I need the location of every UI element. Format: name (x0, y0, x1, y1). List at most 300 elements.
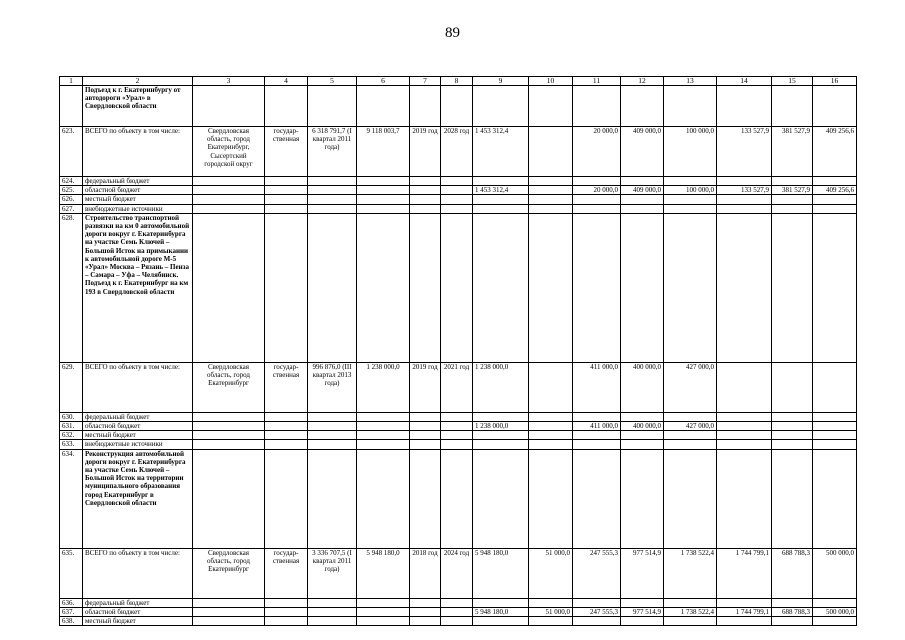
amount-cell-c15 (772, 617, 813, 626)
empty-cell (265, 422, 308, 431)
total-amount-cell (473, 440, 529, 449)
amount-cell-c10 (529, 204, 573, 213)
empty-cell (529, 213, 573, 362)
empty-cell (357, 186, 410, 195)
amount-cell-c12 (621, 177, 664, 186)
empty-cell (441, 431, 473, 440)
amount-cell-c12 (621, 617, 664, 626)
empty-cell (193, 440, 265, 449)
empty-cell (193, 607, 265, 616)
column-header-7: 7 (410, 77, 441, 86)
row-number: 637. (60, 607, 83, 616)
cost-cell: 9 118 003,7 (357, 127, 410, 177)
empty-cell (664, 449, 717, 548)
end-year-cell: 2021 год (441, 362, 473, 412)
empty-cell (308, 195, 357, 204)
amount-cell-c14 (717, 195, 772, 204)
amount-cell-c10 (529, 431, 573, 440)
empty-cell (621, 213, 664, 362)
object-total-row (60, 127, 857, 177)
end-year-cell: 2024 год (441, 548, 473, 598)
total-amount-cell: 1 238 000,0 (473, 362, 529, 412)
amount-cell-c12: 977 514,9 (621, 607, 664, 616)
empty-cell (441, 213, 473, 362)
empty-cell (441, 422, 473, 431)
column-header-row (60, 77, 857, 86)
funding-row (60, 204, 857, 213)
amount-cell-c16: 409 256,6 (813, 186, 857, 195)
amount-cell-c10 (529, 598, 573, 607)
amount-cell-c16: 500 000,0 (813, 548, 857, 598)
empty-cell (410, 431, 441, 440)
empty-cell (410, 177, 441, 186)
end-year-cell: 2028 год (441, 127, 473, 177)
empty-cell (529, 449, 573, 548)
empty-cell (193, 195, 265, 204)
amount-cell-c13: 427 000,0 (664, 422, 717, 431)
page-number: 89 (445, 25, 460, 41)
empty-cell (573, 86, 621, 127)
empty-cell (308, 449, 357, 548)
empty-cell (193, 617, 265, 626)
row-number: 638. (60, 617, 83, 626)
empty-cell (410, 422, 441, 431)
empty-cell (410, 195, 441, 204)
amount-cell-c16 (813, 431, 857, 440)
empty-cell (308, 440, 357, 449)
empty-cell (573, 213, 621, 362)
start-year-cell: 2019 год (410, 362, 441, 412)
empty-cell (357, 177, 410, 186)
amount-cell-c16: 500 000,0 (813, 607, 857, 616)
row-number (60, 86, 83, 127)
empty-cell (357, 431, 410, 440)
amount-cell-c15 (772, 412, 813, 421)
funding-source: местный бюджет (83, 431, 193, 440)
row-number: 633. (60, 440, 83, 449)
empty-cell (410, 86, 441, 127)
amount-cell-c11 (573, 617, 621, 626)
empty-cell (265, 431, 308, 440)
empty-cell (772, 86, 813, 127)
empty-cell (265, 195, 308, 204)
empty-cell (308, 607, 357, 616)
amount-cell-c13 (664, 204, 717, 213)
empty-cell (410, 204, 441, 213)
empty-cell (193, 412, 265, 421)
empty-cell (265, 213, 308, 362)
amount-cell-c11: 20 000,0 (573, 186, 621, 195)
total-amount-cell (473, 431, 529, 440)
empty-cell (308, 422, 357, 431)
empty-cell (813, 213, 857, 362)
empty-cell (410, 449, 441, 548)
amount-cell-c13 (664, 195, 717, 204)
amount-cell-c14 (717, 422, 772, 431)
empty-cell (193, 431, 265, 440)
object-title: Реконструкция автомобильной дороги вокруг г. Екатеринбурга на участке Семь Ключей – Большой Исток на территории муниципального образования город Екатеринбург в Свердловской области (83, 449, 193, 548)
amount-cell-c15 (772, 195, 813, 204)
amount-cell-c11: 411 000,0 (573, 422, 621, 431)
column-header-8: 8 (441, 77, 473, 86)
funding-row (60, 617, 857, 626)
empty-cell (265, 204, 308, 213)
capacity-cell: 6 318 791,7 (I квартал 2011 года) (308, 127, 357, 177)
amount-cell-c11 (573, 440, 621, 449)
row-number: 627. (60, 204, 83, 213)
amount-cell-c12: 409 000,0 (621, 186, 664, 195)
empty-cell (441, 412, 473, 421)
empty-cell (813, 86, 857, 127)
start-year-cell: 2018 год (410, 548, 441, 598)
empty-cell (265, 598, 308, 607)
empty-cell (265, 607, 308, 616)
amount-cell-c14: 133 527,9 (717, 186, 772, 195)
total-amount-cell: 5 948 180,0 (473, 548, 529, 598)
empty-cell (441, 440, 473, 449)
empty-cell (621, 86, 664, 127)
empty-cell (441, 598, 473, 607)
empty-cell (357, 204, 410, 213)
amount-cell-c13: 100 000,0 (664, 127, 717, 177)
object-title: Подъезд к г. Екатеринбургу от автодороги «Урал» в Свердловской области (83, 86, 193, 127)
row-number: 629. (60, 362, 83, 412)
amount-cell-c13: 100 000,0 (664, 186, 717, 195)
location-cell: Свердловская область, город Екатеринбург, Сысертский городской округ (193, 127, 265, 177)
amount-cell-c13: 427 000,0 (664, 362, 717, 412)
amount-cell-c11: 247 555,3 (573, 607, 621, 616)
budget-table (59, 76, 857, 626)
amount-cell-c12 (621, 204, 664, 213)
empty-cell (193, 449, 265, 548)
object-title-row (60, 213, 857, 362)
funding-source: областной бюджет (83, 607, 193, 616)
funding-row (60, 177, 857, 186)
amount-cell-c14 (717, 431, 772, 440)
empty-cell (772, 213, 813, 362)
amount-cell-c12: 400 000,0 (621, 362, 664, 412)
empty-cell (717, 213, 772, 362)
amount-cell-c16 (813, 362, 857, 412)
object-total-row (60, 362, 857, 412)
amount-cell-c16 (813, 412, 857, 421)
empty-cell (441, 617, 473, 626)
total-amount-cell: 1 453 312,4 (473, 186, 529, 195)
object-total-row (60, 548, 857, 598)
amount-cell-c14 (717, 177, 772, 186)
empty-cell (193, 86, 265, 127)
empty-cell (193, 213, 265, 362)
amount-cell-c14 (717, 617, 772, 626)
row-number: 623. (60, 127, 83, 177)
amount-cell-c16 (813, 440, 857, 449)
funding-row (60, 186, 857, 195)
total-amount-cell: 1 453 312,4 (473, 127, 529, 177)
cost-cell: 1 238 000,0 (357, 362, 410, 412)
amount-cell-c13 (664, 598, 717, 607)
amount-cell-c14 (717, 412, 772, 421)
location-cell: Свердловская область, город Екатеринбург (193, 548, 265, 598)
amount-cell-c11 (573, 177, 621, 186)
empty-cell (441, 86, 473, 127)
amount-cell-c14: 1 744 799,1 (717, 607, 772, 616)
funding-source: внебюджетные источники (83, 204, 193, 213)
capacity-cell: 3 336 707,5 (I квартал 2011 года) (308, 548, 357, 598)
funding-source: ВСЕГО по объекту в том числе: (83, 362, 193, 412)
empty-cell (410, 186, 441, 195)
funding-row (60, 431, 857, 440)
column-header-14: 14 (717, 77, 772, 86)
funding-row (60, 607, 857, 616)
object-title: Строительство транспортной развязки на км 0 автомобильной дороги вокруг г. Екатеринбурга на участке Семь Ключей – Большой Исток на примыкании к автомобильной дороге М-5 «Урал» Москва – Рязань – Пенза – Самара – Уфа – Челябинск. Подъезд к г. Екатеринбург на км 193 в Свердловской области (83, 213, 193, 362)
funding-source: местный бюджет (83, 617, 193, 626)
amount-cell-c15: 688 788,3 (772, 607, 813, 616)
amount-cell-c11 (573, 204, 621, 213)
object-title-row (60, 449, 857, 548)
funding-source: ВСЕГО по объекту в том числе: (83, 127, 193, 177)
start-year-cell: 2019 год (410, 127, 441, 177)
funding-row (60, 422, 857, 431)
empty-cell (410, 607, 441, 616)
row-number: 632. (60, 431, 83, 440)
location-cell: Свердловская область, город Екатеринбург (193, 362, 265, 412)
empty-cell (357, 195, 410, 204)
empty-cell (357, 86, 410, 127)
empty-cell (813, 449, 857, 548)
amount-cell-c12 (621, 431, 664, 440)
funding-source: областной бюджет (83, 186, 193, 195)
row-number: 631. (60, 422, 83, 431)
total-amount-cell (473, 195, 529, 204)
funding-source: областной бюджет (83, 422, 193, 431)
object-title-row (60, 86, 857, 127)
amount-cell-c11 (573, 598, 621, 607)
column-header-1: 1 (60, 77, 83, 86)
amount-cell-c12 (621, 195, 664, 204)
column-header-12: 12 (621, 77, 664, 86)
funding-row (60, 195, 857, 204)
amount-cell-c10 (529, 412, 573, 421)
ownership-cell: государ-ственная (265, 548, 308, 598)
empty-cell (193, 177, 265, 186)
amount-cell-c10 (529, 362, 573, 412)
total-amount-cell (473, 204, 529, 213)
empty-cell (308, 213, 357, 362)
amount-cell-c14 (717, 598, 772, 607)
empty-cell (357, 422, 410, 431)
row-number: 624. (60, 177, 83, 186)
empty-cell (473, 449, 529, 548)
amount-cell-c12 (621, 598, 664, 607)
amount-cell-c14 (717, 204, 772, 213)
empty-cell (441, 177, 473, 186)
empty-cell (717, 449, 772, 548)
amount-cell-c11 (573, 412, 621, 421)
amount-cell-c11 (573, 431, 621, 440)
amount-cell-c15 (772, 431, 813, 440)
row-number: 634. (60, 449, 83, 548)
amount-cell-c15 (772, 598, 813, 607)
total-amount-cell: 1 238 000,0 (473, 422, 529, 431)
empty-cell (357, 213, 410, 362)
empty-cell (717, 86, 772, 127)
empty-cell (357, 617, 410, 626)
amount-cell-c16 (813, 617, 857, 626)
column-header-13: 13 (664, 77, 717, 86)
empty-cell (772, 449, 813, 548)
empty-cell (441, 449, 473, 548)
funding-source: ВСЕГО по объекту в том числе: (83, 548, 193, 598)
empty-cell (265, 449, 308, 548)
empty-cell (357, 598, 410, 607)
empty-cell (308, 617, 357, 626)
amount-cell-c10 (529, 617, 573, 626)
amount-cell-c13: 1 738 522,4 (664, 607, 717, 616)
amount-cell-c14: 133 527,9 (717, 127, 772, 177)
amount-cell-c15: 381 527,9 (772, 186, 813, 195)
column-header-6: 6 (357, 77, 410, 86)
funding-source: внебюджетные источники (83, 440, 193, 449)
amount-cell-c12: 400 000,0 (621, 422, 664, 431)
amount-cell-c13 (664, 617, 717, 626)
empty-cell (441, 195, 473, 204)
empty-cell (308, 204, 357, 213)
column-header-9: 9 (473, 77, 529, 86)
empty-cell (265, 412, 308, 421)
amount-cell-c15: 688 788,3 (772, 548, 813, 598)
column-header-16: 16 (813, 77, 857, 86)
empty-cell (410, 617, 441, 626)
empty-cell (441, 204, 473, 213)
column-header-3: 3 (193, 77, 265, 86)
amount-cell-c10 (529, 422, 573, 431)
column-header-10: 10 (529, 77, 573, 86)
amount-cell-c16 (813, 195, 857, 204)
amount-cell-c13 (664, 412, 717, 421)
amount-cell-c15 (772, 422, 813, 431)
funding-source: федеральный бюджет (83, 177, 193, 186)
row-number: 625. (60, 186, 83, 195)
row-number: 635. (60, 548, 83, 598)
empty-cell (410, 598, 441, 607)
amount-cell-c12: 409 000,0 (621, 127, 664, 177)
amount-cell-c12: 977 514,9 (621, 548, 664, 598)
amount-cell-c14 (717, 362, 772, 412)
total-amount-cell (473, 177, 529, 186)
total-amount-cell (473, 598, 529, 607)
column-header-11: 11 (573, 77, 621, 86)
empty-cell (308, 86, 357, 127)
empty-cell (441, 186, 473, 195)
amount-cell-c10: 51 000,0 (529, 548, 573, 598)
amount-cell-c14 (717, 440, 772, 449)
amount-cell-c16 (813, 204, 857, 213)
amount-cell-c15 (772, 362, 813, 412)
cost-cell: 5 948 180,0 (357, 548, 410, 598)
total-amount-cell (473, 617, 529, 626)
empty-cell (265, 440, 308, 449)
empty-cell (265, 177, 308, 186)
column-header-15: 15 (772, 77, 813, 86)
total-amount-cell: 5 948 180,0 (473, 607, 529, 616)
empty-cell (621, 449, 664, 548)
empty-cell (410, 213, 441, 362)
amount-cell-c10 (529, 127, 573, 177)
amount-cell-c13 (664, 431, 717, 440)
amount-cell-c14: 1 744 799,1 (717, 548, 772, 598)
amount-cell-c16 (813, 422, 857, 431)
amount-cell-c13 (664, 440, 717, 449)
column-header-2: 2 (83, 77, 193, 86)
empty-cell (664, 86, 717, 127)
row-number: 630. (60, 412, 83, 421)
amount-cell-c10 (529, 195, 573, 204)
funding-row (60, 440, 857, 449)
empty-cell (308, 177, 357, 186)
empty-cell (357, 607, 410, 616)
amount-cell-c15 (772, 204, 813, 213)
empty-cell (357, 440, 410, 449)
total-amount-cell (473, 412, 529, 421)
empty-cell (265, 86, 308, 127)
row-number: 628. (60, 213, 83, 362)
row-number: 626. (60, 195, 83, 204)
row-number: 636. (60, 598, 83, 607)
empty-cell (193, 598, 265, 607)
funding-source: федеральный бюджет (83, 412, 193, 421)
amount-cell-c11: 20 000,0 (573, 127, 621, 177)
empty-cell (308, 431, 357, 440)
amount-cell-c13 (664, 177, 717, 186)
empty-cell (193, 422, 265, 431)
amount-cell-c12 (621, 440, 664, 449)
empty-cell (357, 412, 410, 421)
empty-cell (664, 213, 717, 362)
empty-cell (193, 186, 265, 195)
amount-cell-c16 (813, 598, 857, 607)
empty-cell (529, 86, 573, 127)
amount-cell-c10: 51 000,0 (529, 607, 573, 616)
empty-cell (308, 598, 357, 607)
funding-source: местный бюджет (83, 195, 193, 204)
empty-cell (308, 412, 357, 421)
empty-cell (573, 449, 621, 548)
empty-cell (410, 412, 441, 421)
empty-cell (410, 440, 441, 449)
empty-cell (473, 86, 529, 127)
column-header-4: 4 (265, 77, 308, 86)
capacity-cell: 996 876,0 (III квартал 2013 года) (308, 362, 357, 412)
empty-cell (265, 186, 308, 195)
funding-source: федеральный бюджет (83, 598, 193, 607)
amount-cell-c11 (573, 195, 621, 204)
amount-cell-c10 (529, 186, 573, 195)
amount-cell-c15: 381 527,9 (772, 127, 813, 177)
empty-cell (441, 607, 473, 616)
ownership-cell: государ-ственная (265, 127, 308, 177)
empty-cell (473, 213, 529, 362)
amount-cell-c10 (529, 440, 573, 449)
amount-cell-c16: 409 256,6 (813, 127, 857, 177)
amount-cell-c11: 247 555,3 (573, 548, 621, 598)
amount-cell-c15 (772, 177, 813, 186)
amount-cell-c12 (621, 412, 664, 421)
funding-row (60, 412, 857, 421)
empty-cell (265, 617, 308, 626)
empty-cell (357, 449, 410, 548)
funding-row (60, 598, 857, 607)
amount-cell-c10 (529, 177, 573, 186)
